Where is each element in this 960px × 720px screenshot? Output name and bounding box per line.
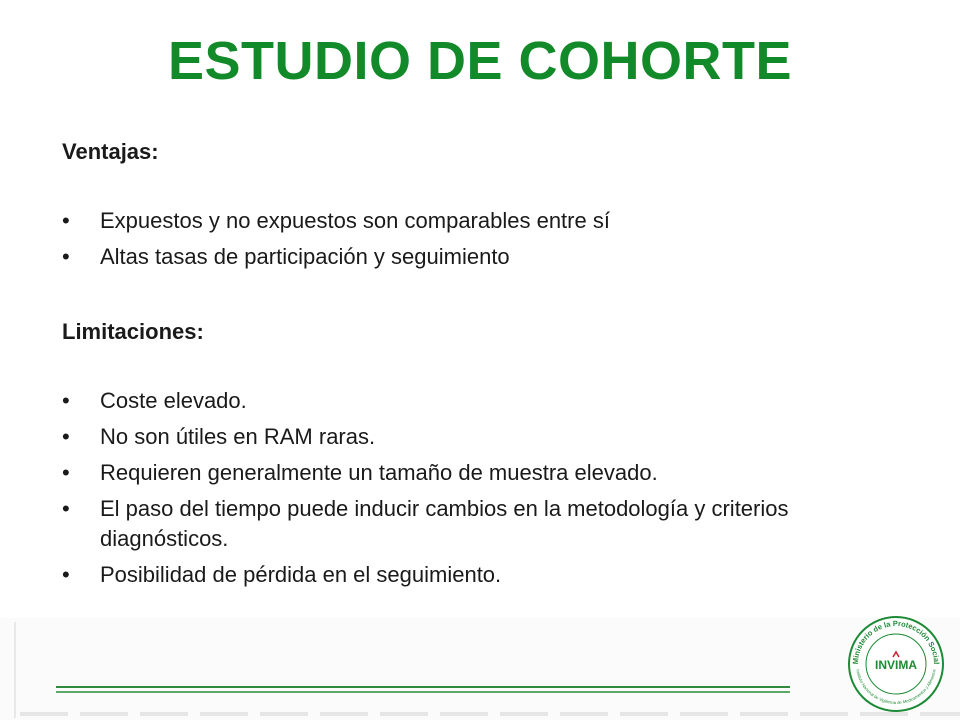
footer-rule-secondary [56,691,790,693]
footer-area [0,618,960,720]
list-item-text: Requieren generalmente un tamaño de muestra elevado. [100,460,658,485]
footer-edge [14,622,16,718]
list-item-text: No son útiles en RAM raras. [100,424,376,449]
list-item-text: Coste elevado. [100,388,247,413]
list-item [62,458,882,488]
bullet-icon: • [62,208,70,233]
seal-wordmark: INVIMA [875,658,917,672]
list-item-text: El paso del tiempo puede inducir cambios en la metodología y criterios diagnósticos. [100,496,789,551]
invima-seal-logo [846,614,946,714]
bullet-icon: • [62,424,70,449]
bullet-icon: • [62,460,70,485]
seal-ring-text-lower: Instituto Nacional de Vigilancia de Medicamentos y Alimentos [855,668,937,706]
slide-content [62,134,882,596]
footer-rule [56,686,790,688]
footer-dashes [20,712,960,716]
list-item [62,206,882,236]
list-item-text: Expuestos y no expuestos son comparables entre sí [100,208,610,233]
list-item [62,386,882,416]
slide-title: ESTUDIO DE COHORTE [167,31,793,91]
limitaciones-heading: Limitaciones: [62,319,204,344]
bullet-icon: • [62,388,70,413]
bullet-icon: • [62,562,70,587]
list-item [62,422,882,452]
list-item [62,494,882,554]
seal-ring-text: Ministerio de la Protección Social [850,618,942,665]
bullet-icon: • [62,244,70,269]
list-item-text: Posibilidad de pérdida en el seguimiento. [100,562,502,587]
list-item [62,560,882,590]
bullet-icon: • [62,496,70,521]
list-item [62,242,882,272]
ventajas-heading: Ventajas: [62,139,159,164]
list-item-text: Altas tasas de participación y seguimiento [100,244,510,269]
